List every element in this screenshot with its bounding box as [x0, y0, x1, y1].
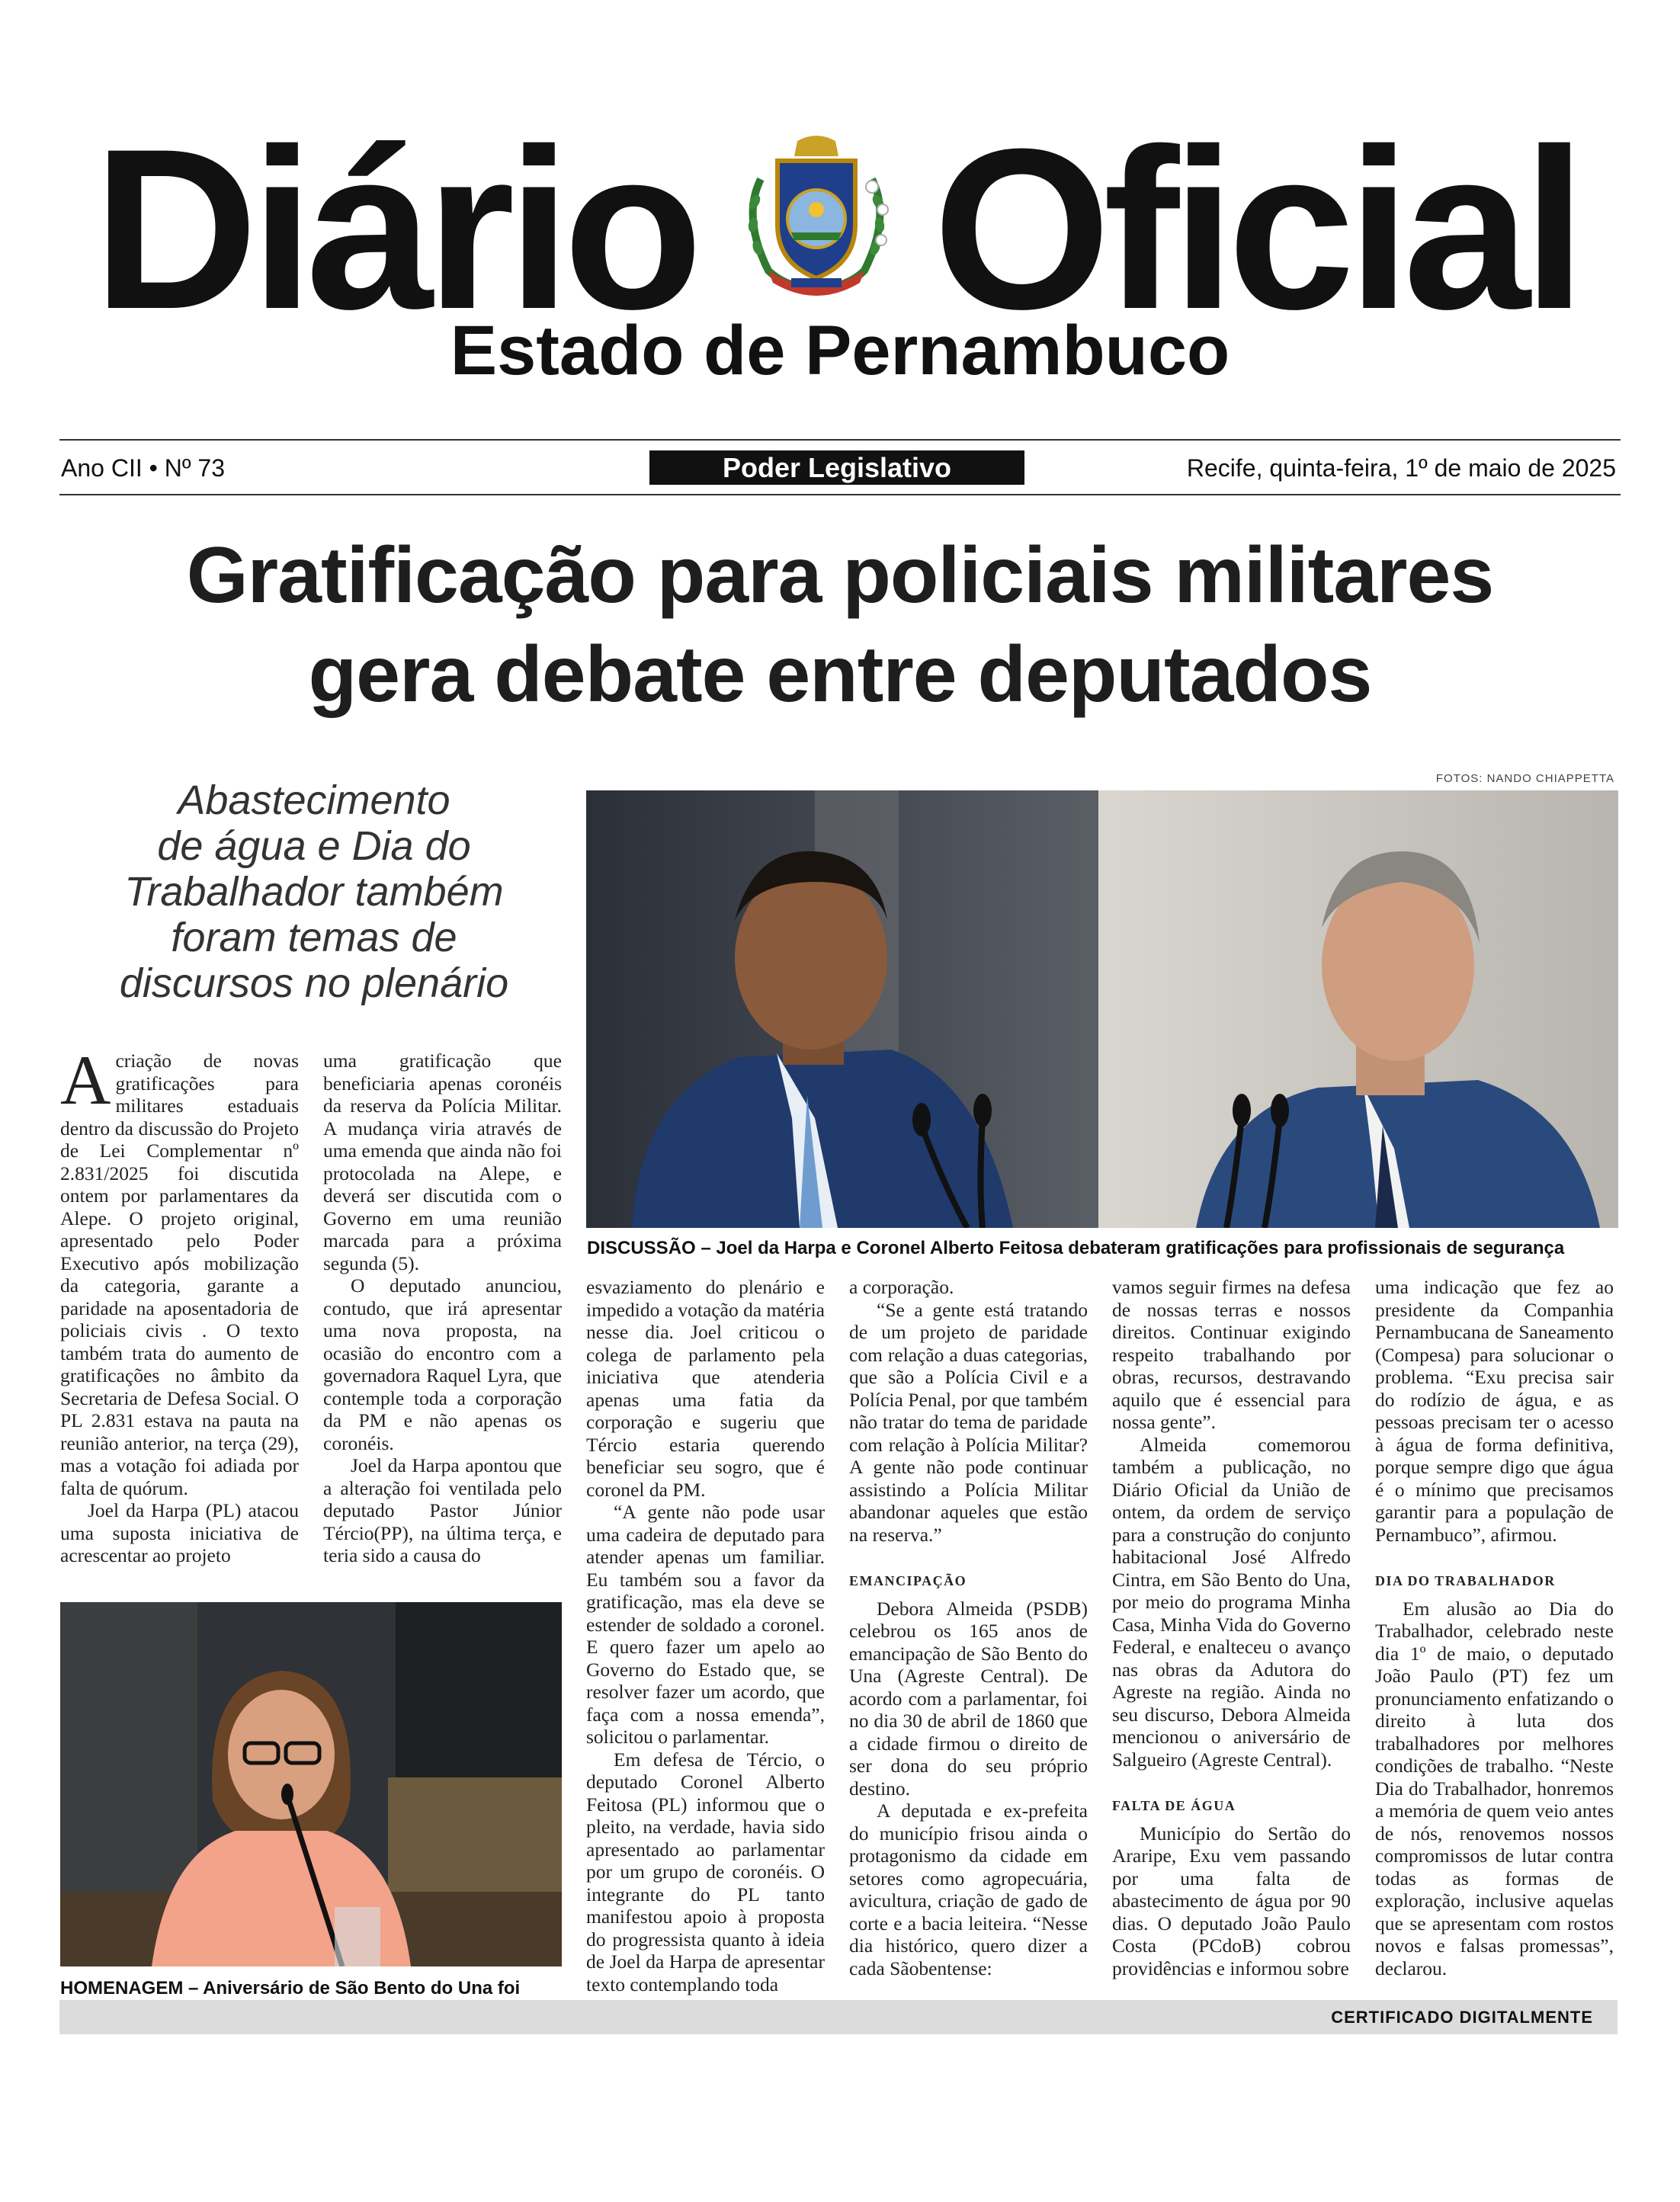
masthead-subtitle: Estado de Pernambuco: [450, 312, 1230, 389]
bottom-rule: [59, 494, 1621, 495]
article-paragraph: uma indicação que fez ao presidente da Companhia Pernambucana de Saneamento (Compesa) para solucionar o problema. “Exu precisa sair do rodízio de água, e as pessoas precisam ter o acesso à água de forma definitiva, porque sempre digo que água é o mínimo que precisamos garantir para a população de Pernambuco”, afirmou.: [1375, 1276, 1614, 1546]
deck-subheadline: [70, 777, 558, 1006]
pernambuco-coat-of-arms-icon: [738, 133, 895, 296]
headline-line-1: Gratificação para policiais militares: [186, 531, 1494, 620]
photo-credit: FOTOS: NANDO CHIAPPETTA: [1435, 772, 1614, 785]
article-paragraph: uma gratificação que beneficiaria apenas coronéis da reserva da Polícia Militar. A mudança viria através de uma emenda que ainda não foi protocolada na Alepe, e deverá ser discutida com o Governo em uma reunião marcada para a próxima segunda (5).: [323, 1050, 562, 1274]
top-rule: [59, 439, 1621, 441]
article-paragraph: Joel da Harpa apontou que a alteração foi ventilada pelo deputado Pastor Júnior Tércio(PP), na última terça, e teria sido a causa do: [323, 1454, 562, 1566]
subheading-dia-do-trabalhador: DIA DO TRABALHADOR: [1375, 1573, 1556, 1588]
edition-number: Ano CII • Nº 73: [61, 454, 225, 482]
main-photo-caption: DISCUSSÃO – Joel da Harpa e Coronel Alberto Feitosa debateram gratificações para profissionais de segurança: [587, 1238, 1565, 1258]
masthead-title-left: Diário: [93, 101, 696, 357]
deck-line-5: discursos no plenário: [119, 960, 509, 1006]
article-paragraph: esvaziamento do plenário e impedido a votação da matéria nesse dia. Joel criticou o colega de parlamento pela iniciativa que atenderia apenas uma fatia da corporação e sugeriu que Tércio estaria querendo beneficiar seu sogro, que é coronel da PM.: [586, 1276, 825, 1501]
article-column-4: [849, 1276, 1088, 1979]
article-paragraph: Acriação de novas gratificações para militares estaduais dentro da discussão do Projeto de Lei Complementar nº 2.831/2025 foi discutida ontem por parlamentares da Alepe. O projeto original, apresentado pelo Poder Executivo após mobilização da categoria, garante a paridade na aposentadoria de policiais civis . O texto também trata do aumento de gratificações no âmbito da Secretaria de Defesa Social. O PL 2.831 estava na pauta na reunião anterior, na terça (29), mas a votação foi adiada por falta de quórum.: [60, 1041, 299, 1499]
article-paragraph: vamos seguir firmes na defesa de nossas terras e nossos direitos. Continuar exigindo respeito trabalhando por obras, recursos, destravando aquilo que é essencial para nossa gente”.: [1112, 1276, 1351, 1433]
article-column-3: [586, 1276, 825, 1995]
secondary-caption-line-1: HOMENAGEM – Aniversário de São Bento do Una foi: [60, 1978, 521, 1998]
article-paragraph: a corporação.: [849, 1276, 954, 1298]
article-column-2: [323, 1050, 562, 1567]
article-paragraph: Em defesa de Tércio, o deputado Coronel Alberto Feitosa (PL) informou que o pleito, na verdade, havia sido apresentado ao parlamentar por um grupo de coronéis. O integrante do PL tanto manifestou apoio à proposta do progressista quanto à ideia de Joel da Harpa de apresentar texto contemplando toda: [586, 1748, 825, 1995]
publication-date: Recife, quinta-feira, 1º de maio de 2025: [1186, 454, 1616, 482]
masthead-title-right: Oficial: [933, 101, 1579, 357]
article-paragraph: Almeida comemorou também a publicação, no Diário Oficial da União de ontem, da ordem de serviço para a construção do conjunto habitacional José Alfredo Cintra, em São Bento do Una, por meio do programa Minha Casa, Minha Vida do Governo Federal, e enalteceu o avanço nas obras da Adutora do Agreste na região. Ainda no seu discurso, Debora Almeida mencionou o aniversário de Salgueiro (Agreste Central).: [1112, 1433, 1351, 1771]
article-paragraph: “A gente não pode usar uma cadeira de deputado para atender apenas um familiar. Eu também sou a favor da gratificação, mas ela deve se estender de soldado a coronel. E quero fazer um apelo ao Governo do Estado que, se resolver fazer um acordo, que faça com a nossa emenda”, solicitou o parlamentar.: [586, 1501, 825, 1748]
secondary-photo: [60, 1602, 562, 1966]
article-column-5: [1112, 1276, 1351, 1979]
article-column-6: [1375, 1276, 1614, 1979]
article-paragraph: A deputada e ex-prefeita do município frisou ainda o protagonismo da cidade em setores como agropecuária, avicultura, criação de gado de corte e a bacia leiteira. “Nesse dia histórico, quero dizer a cada Sãobentense:: [849, 1800, 1088, 1979]
subheading-falta-de-agua: FALTA DE ÁGUA: [1112, 1798, 1236, 1813]
deck-line-2: de água e Dia do: [157, 823, 471, 869]
main-headline: [46, 526, 1634, 724]
article-paragraph: Joel da Harpa (PL) atacou uma suposta iniciativa de acrescentar ao projeto: [60, 1499, 299, 1566]
main-photo: [586, 790, 1618, 1228]
drop-cap: A: [60, 1041, 111, 1119]
digital-certification-label: CERTIFICADO DIGITALMENTE: [1331, 2008, 1593, 2027]
article-paragraph: “Se a gente está tratando de um projeto de paridade com relação a duas categorias, que são a Polícia Civil e a Polícia Penal, por que também não tratar do tema de paridade com relação à Polícia Militar? A gente não pode continuar assistindo a Polícia Militar abandonar aqueles que estão na reserva.”: [849, 1298, 1088, 1546]
deck-line-4: foram temas de: [171, 915, 457, 960]
article-paragraph: Em alusão ao Dia do Trabalhador, celebrado neste dia 1º de maio, o deputado João Paulo (PT) fez um pronunciamento enfatizando o direito à luta dos trabalhadores por melhores condições de trabalho. “Neste Dia do Trabalhador, honremos a memória de quem veio antes de nós, renovemos nossos compromissos de lutar contra todas as formas de exploração, inclusive aquelas que se apresentam com rostos novos e falsas promessas”, declarou.: [1375, 1597, 1614, 1979]
subheading-emancipacao: EMANCIPAÇÃO: [849, 1573, 967, 1588]
article-column-1: [60, 1041, 299, 1567]
section-label: Poder Legislativo: [649, 450, 1024, 485]
deck-line-1: Abastecimento: [178, 777, 450, 823]
footer-bar: [59, 2000, 1617, 2034]
article-paragraph: O deputado anunciou, contudo, que irá apresentar uma nova proposta, na ocasião do encontro com a governadora Raquel Lyra, que contemple toda a corporação da PM e não apenas os coronéis.: [323, 1274, 562, 1454]
headline-line-2: gera debate entre deputados: [308, 630, 1372, 719]
article-paragraph: Debora Almeida (PSDB) celebrou os 165 anos de emancipação de São Bento do Una (Agreste Central). De acordo com a parlamentar, foi no dia 30 de abril de 1860 que a cidade firmou o direito de ser dona do seu próprio destino.: [849, 1597, 1088, 1800]
article-paragraph: Município do Sertão do Araripe, Exu vem passando por uma falta de abastecimento de água por 90 dias. O deputado João Paulo Costa (PCdoB) cobrou providências e informou sobre: [1112, 1822, 1351, 1979]
deck-line-3: Trabalhador também: [124, 869, 504, 915]
